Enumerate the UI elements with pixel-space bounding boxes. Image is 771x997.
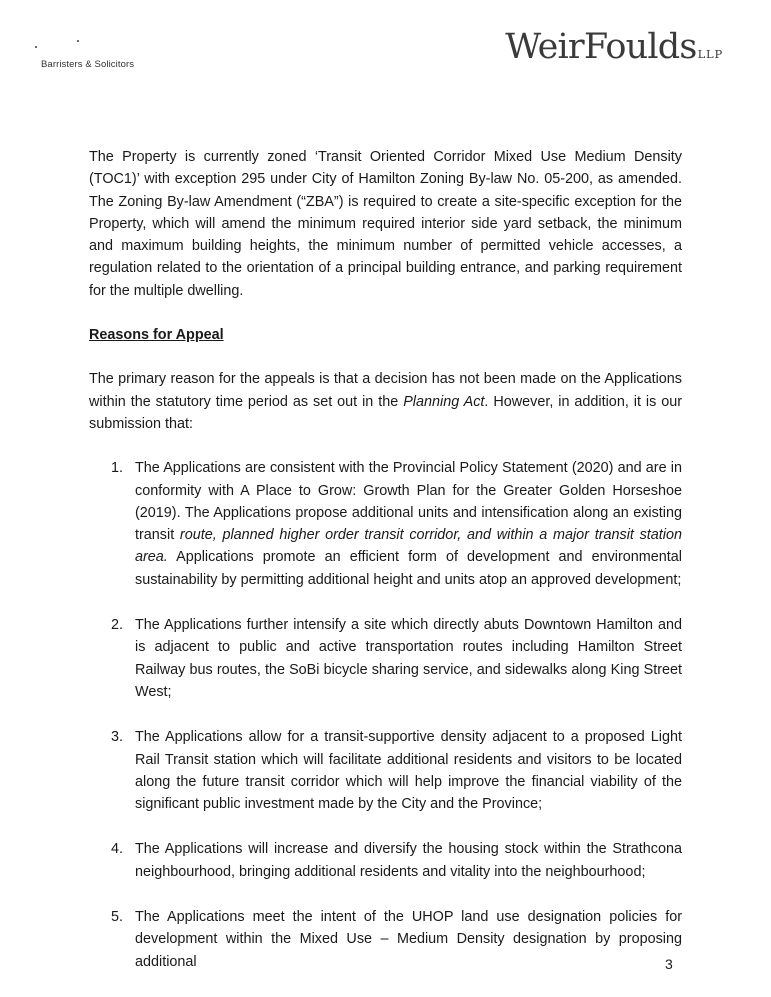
list-number: 3. (111, 729, 124, 746)
list-item (111, 726, 682, 815)
page-number: 3 (665, 956, 673, 972)
list-text-part: The Applications are consistent with the Provincial Policy Statement (2020) and are in conformity with A Place to Grow: Growth Plan for the Greater Golden Horseshoe (2019). The Applications propose additional units and intensification along an existing transit (135, 460, 682, 544)
lead-paragraph (89, 368, 682, 435)
reasons-list (89, 457, 682, 973)
letter-body (89, 146, 682, 996)
logo-suffix: LLP (697, 47, 723, 61)
list-text: The Applications will increase and diversify the housing stock within the Strathcona neighbourhood, bringing additional residents and vitality into the neighbourhood; (135, 841, 682, 880)
list-number: 2. (111, 617, 124, 634)
list-item (111, 906, 682, 973)
intro-paragraph: The Property is currently zoned ‘Transit Oriented Corridor Mixed Use Medium Density (TOC1)’ with exception 295 under City of Hamilton Zoning By-law No. 05-200, as amended. The Zoning By-law Amendment (“ZBA”) is required to create a site-specific exception for the Property, which will amend the minimum required interior side yard setback, the minimum and maximum building heights, the minimum number of permitted vehicle accesses, a regulation related to the orientation of a principal building entrance, and parking requirement for the multiple dwelling. (89, 149, 682, 299)
lead-text-start: The primary reason for the appeals is that a decision has not been made on the Applications within the statutory time period as set out in the (89, 371, 682, 410)
list-number: 5. (111, 909, 124, 926)
list-number: 1. (111, 460, 124, 477)
scan-speck (77, 40, 79, 42)
list-text: The Applications further intensify a site which directly abuts Downtown Hamilton and is adjacent to public and active transportation routes including Hamilton Street Railway bus routes, the SoBi bicycle sharing service, and sidewalks along King Street West; (135, 617, 682, 700)
lead-text-end: . However, in addition, it is our submission that: (89, 393, 683, 432)
firm-tagline: Barristers & Solicitors (41, 59, 135, 70)
list-text: The Applications allow for a transit-supportive density adjacent to a proposed Light Rail Transit station which will facilitate additional residents and visitors to be located along the future transit corridor which will help improve the financial viability of the significant public investment made by the City and the Province; (135, 729, 682, 813)
lead-act-name: Planning Act (403, 393, 485, 410)
firm-logo (505, 27, 723, 67)
list-item (111, 614, 682, 703)
list-text-italic: route, planned higher order transit corridor, and within a major transit station area. (135, 527, 683, 566)
list-number: 4. (111, 841, 124, 858)
list-text: The Applications meet the intent of the UHOP land use designation policies for development within the Mixed Use – Medium Density designation by proposing additional (135, 909, 682, 970)
section-heading: Reasons for Appeal (89, 327, 224, 344)
logo-wordmark: WeirFoulds (505, 27, 697, 67)
list-item (111, 838, 682, 883)
list-text (135, 457, 682, 591)
scan-speck (35, 46, 37, 48)
list-text-part: Applications promote an efficient form of development and environmental sustainability by permitting additional height and units atop an approved development; (135, 549, 682, 588)
list-item (111, 457, 682, 591)
